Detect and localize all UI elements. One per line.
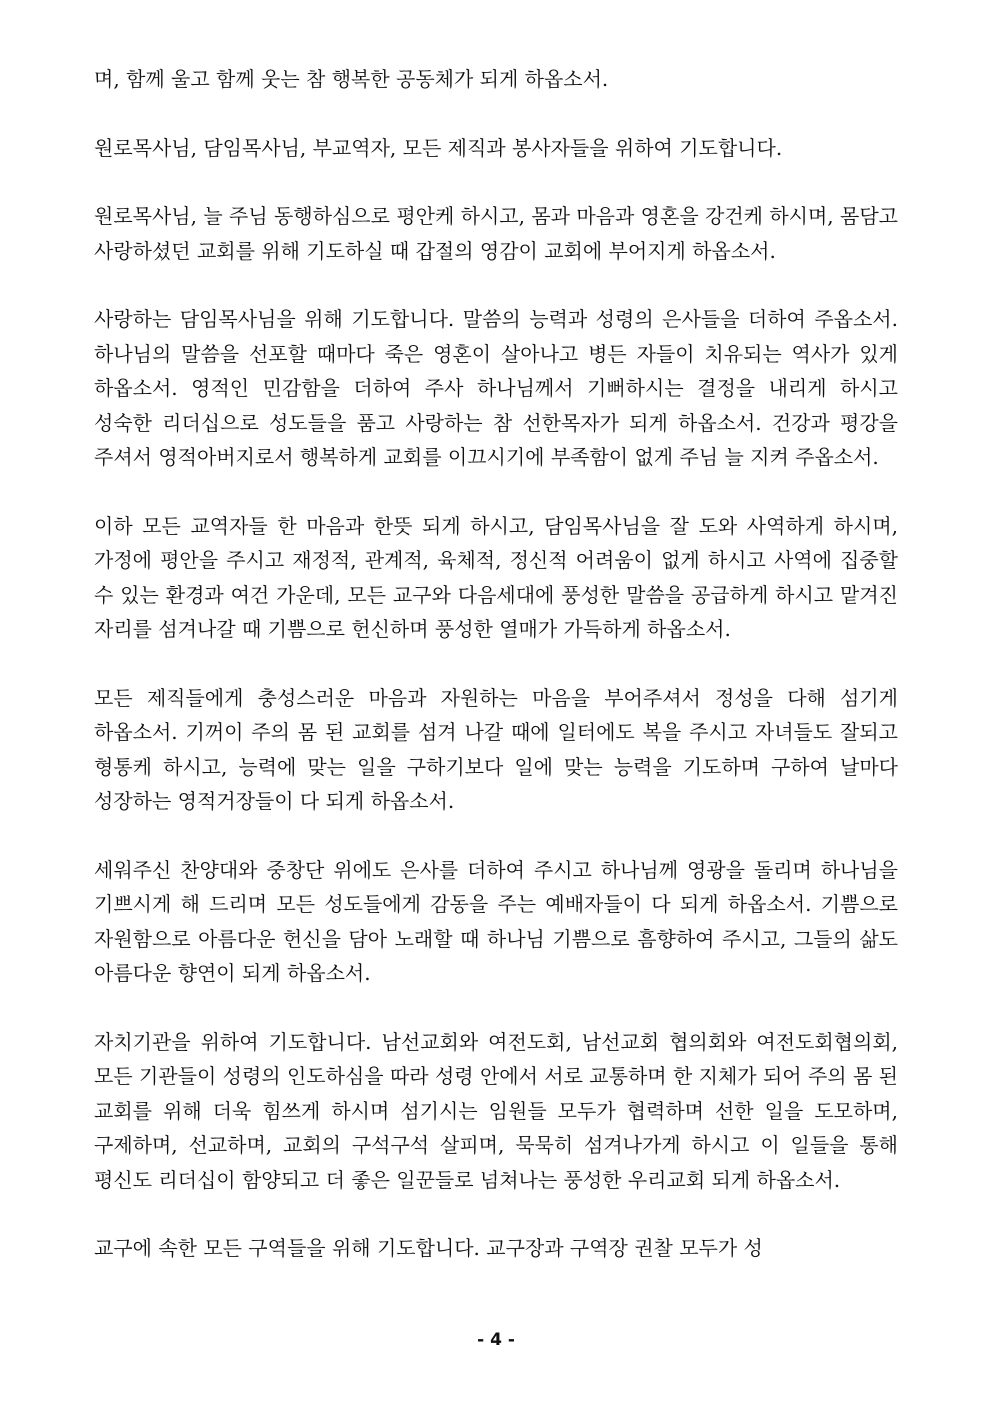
document-body: [94, 62, 898, 1266]
paragraph-6: 모든 제직들에게 충성스러운 마음과 자원하는 마음을 부어주셔서 정성을 다해 섬기게 하옵소서. 기꺼이 주의 몸 된 교회를 섬겨 나갈 때에 일터에도 복을 주시고 자녀들도 잘되고 형통케 하시고, 능력에 맞는 일을 구하기보다 일에 맞는 능력을 기도하며 구하여 날마다 성장하는 영적거장들이 다 되게 하옵소서.: [94, 685, 898, 813]
paragraph-2: 원로목사님, 담임목사님, 부교역자, 모든 제직과 봉사자들을 위하여 기도합니다.: [94, 135, 783, 160]
paragraph-1: 며, 함께 울고 함께 웃는 참 행복한 공동체가 되게 하옵소서.: [94, 67, 609, 91]
paragraph-7: 세워주신 찬양대와 중창단 위에도 은사를 더하여 주시고 하나님께 영광을 돌리며 하나님을 기쁘시게 해 드리며 모든 성도들에게 감동을 주는 예배자들이 다 되게 하옵소서. 기쁨으로 자원함으로 아름다운 헌신을 담아 노래할 때 하나님 기쁨으로 흠향하여 주시고, 그들의 삶도 아름다운 향연이 되게 하옵소서.: [94, 857, 898, 985]
paragraph-5: 이하 모든 교역자들 한 마음과 한뜻 되게 하시고, 담임목사님을 잘 도와 사역하게 하시며, 가정에 평안을 주시고 재정적, 관계적, 육체적, 정신적 어려움이 없게 하시고 사역에 집중할 수 있는 환경과 여건 가운데, 모든 교구와 다음세대에 풍성한 말씀을 공급하게 하시고 맡겨진 자리를 섬겨나갈 때 기쁨으로 헌신하며 풍성한 열매가 가득하게 하옵소서.: [94, 513, 898, 641]
paragraph-8: 자치기관을 위하여 기도합니다. 남선교회와 여전도회, 남선교회 협의회와 여전도회협의회, 모든 기관들이 성령의 인도하심을 따라 성령 안에서 서로 교통하며 한 지체가 되어 주의 몸 된 교회를 위해 더욱 힘쓰게 하시며 섬기시는 임원들 모두가 협력하며 선한 일을 도모하며, 구제하며, 선교하며, 교회의 구석구석 살피며, 묵묵히 섬겨나가게 하시고 이 일들을 통해 평신도 리더십이 함양되고 더 좋은 일꾼들로 넘쳐나는 풍성한 우리교회 되게 하옵소서.: [94, 1029, 898, 1192]
paragraph-4: 사랑하는 담임목사님을 위해 기도합니다. 말씀의 능력과 성령의 은사들을 더하여 주옵소서. 하나님의 말씀을 선포할 때마다 죽은 영혼이 살아나고 병든 자들이 치유되는 역사가 있게 하옵소서. 영적인 민감함을 더하여 주사 하나님께서 기뻐하시는 결정을 내리게 하시고 성숙한 리더십으로 성도들을 품고 사랑하는 참 선한목자가 되게 하옵소서. 건강과 평강을 주셔서 영적아버지로서 행복하게 교회를 이끄시기에 부족함이 없게 주님 늘 지켜 주옵소서.: [94, 307, 898, 469]
paragraph-9: 교구에 속한 모든 구역들을 위해 기도합니다. 교구장과 구역장 권찰 모두가 성: [94, 1236, 763, 1260]
paragraph-3: 원로목사님, 늘 주님 동행하심으로 평안케 하시고, 몸과 마음과 영혼을 강건케 하시며, 몸담고 사랑하셨던 교회를 위해 기도하실 때 갑절의 영감이 교회에 부어지게 하옵소서.: [94, 204, 898, 263]
page-number: - 4 -: [477, 1330, 515, 1350]
